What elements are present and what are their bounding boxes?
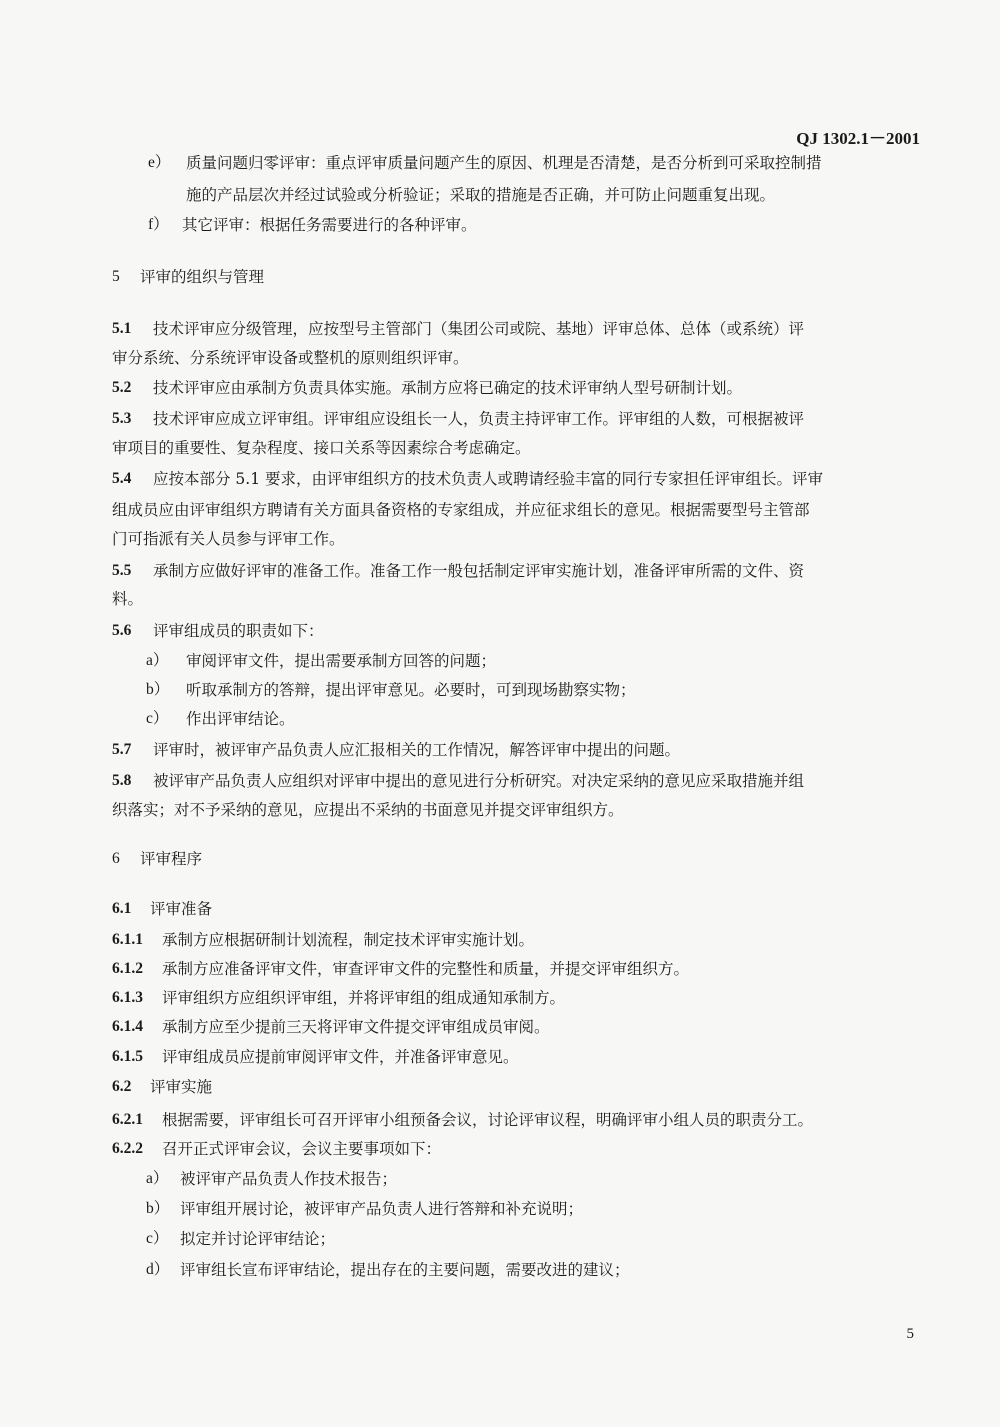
clause-number: 5.4 xyxy=(112,470,132,487)
item-text: 听取承制方的答辩，提出评审意见。必要时，可到现场勘察实物； xyxy=(186,681,636,699)
section-title: 评审的组织与管理 xyxy=(140,268,265,286)
clause-text: 料。 xyxy=(112,590,144,608)
clause-text: 组成员应由评审组织方聘请有关方面具备资格的专家组成，并应征求组长的意见。根据需要型号主管部 xyxy=(112,501,810,519)
item-marker: b） xyxy=(146,681,170,698)
clause-number: 6.1.5 xyxy=(112,1048,143,1065)
clause-text: 审分系统、分系统评审设备或整机的原则组织评审。 xyxy=(112,349,469,367)
clause-number: 5.1 xyxy=(112,320,132,337)
clause-number: 5.6 xyxy=(112,622,132,639)
item-marker: c） xyxy=(146,710,169,727)
page-number: 5 xyxy=(906,1326,914,1342)
subsection-title: 评审实施 xyxy=(150,1078,213,1096)
clause-number: 5.5 xyxy=(112,562,132,579)
clause-number: 5.7 xyxy=(112,741,132,758)
clause-text: 被评审产品负责人应组织对评审中提出的意见进行分析研究。对决定采纳的意见应采取措施并组 xyxy=(153,772,805,790)
document-code: QJ 1302.1－2001 xyxy=(796,129,920,148)
clause-text: 织落实；对不予采纳的意见，应提出不采纳的书面意见并提交评审组织方。 xyxy=(112,801,624,819)
item-text: 施的产品层次并经过试验或分析验证；采取的措施是否正确，并可防止问题重复出现。 xyxy=(186,186,776,204)
section-number: 5 xyxy=(112,268,120,285)
clause-number: 6.1.2 xyxy=(112,960,143,977)
item-marker: c） xyxy=(146,1230,169,1247)
clause-number: 6.1 xyxy=(112,900,132,917)
subsection-title: 评审准备 xyxy=(150,900,213,918)
clause-text: 承制方应做好评审的准备工作。准备工作一般包括制定评审实施计划，准备评审所需的文件、资 xyxy=(153,562,805,580)
clause-text: 技术评审应由承制方负责具体实施。承制方应将已确定的技术评审纳人型号研制计划。 xyxy=(153,379,743,397)
item-text: 审阅评审文件，提出需要承制方回答的问题； xyxy=(186,652,497,670)
item-text: 被评审产品负责人作技术报告； xyxy=(180,1170,398,1188)
section-number: 6 xyxy=(112,850,120,867)
clause-text: 根据需要，评审组长可召开评审小组预备会议，讨论评审议程，明确评审小组人员的职责分工。 xyxy=(162,1111,814,1129)
item-text: 评审组长宣布评审结论，提出存在的主要问题，需要改进的建议； xyxy=(180,1261,630,1279)
clause-text: 技术评审应成立评审组。评审组应设组长一人，负责主持评审工作。评审组的人数，可根据被评 xyxy=(153,410,805,428)
item-text: 评审组开展讨论，被评审产品负责人进行答辩和补充说明； xyxy=(180,1200,584,1218)
clause-text: 审项目的重要性、复杂程度、接口关系等因素综合考虑确定。 xyxy=(112,439,531,457)
clause-text: 承制方应至少提前三天将评审文件提交评审组成员审阅。 xyxy=(162,1018,550,1036)
clause-number: 6.1.1 xyxy=(112,931,143,948)
section-title: 评审程序 xyxy=(140,850,203,868)
clause-number: 5.3 xyxy=(112,410,132,427)
clause-text: 召开正式评审会议，会议主要事项如下： xyxy=(162,1140,442,1158)
item-marker: a） xyxy=(146,1170,169,1187)
clause-text: 门可指派有关人员参与评审工作。 xyxy=(112,530,345,548)
clause-number: 5.8 xyxy=(112,772,132,789)
item-marker: f） xyxy=(148,216,169,233)
clause-number: 6.1.4 xyxy=(112,1018,143,1035)
clause-text: 承制方应准备评审文件，审查评审文件的完整性和质量，并提交评审组织方。 xyxy=(162,960,690,978)
clause-text: 技术评审应分级管理，应按型号主管部门（集团公司或院、基地）评审总体、总体（或系统）评 xyxy=(153,320,805,338)
item-marker: b） xyxy=(146,1200,170,1217)
clause-number: 6.2.1 xyxy=(112,1111,143,1128)
item-marker: e） xyxy=(148,154,171,171)
clause-number: 5.2 xyxy=(112,379,132,396)
clause-text: 评审组成员应提前审阅评审文件，并准备评审意见。 xyxy=(162,1048,519,1066)
item-text: 其它评审：根据任务需要进行的各种评审。 xyxy=(182,216,477,234)
clause-number: 6.1.3 xyxy=(112,989,143,1006)
clause-text: 应按本部分 5.1 要求，由评审组织方的技术负责人或聘请经验丰富的同行专家担任评审组长。评审 xyxy=(153,470,824,488)
item-text: 作出评审结论。 xyxy=(186,710,295,728)
clause-text: 评审时，被评审产品负责人应汇报相关的工作情况，解答评审中提出的问题。 xyxy=(153,741,681,759)
item-text: 拟定并讨论评审结论； xyxy=(180,1230,336,1248)
clause-number: 6.2 xyxy=(112,1078,132,1095)
clause-text: 评审组织方应组织评审组，并将评审组的组成通知承制方。 xyxy=(162,989,566,1007)
clause-text: 评审组成员的职责如下： xyxy=(153,622,324,640)
clause-text: 承制方应根据研制计划流程，制定技术评审实施计划。 xyxy=(162,931,535,949)
item-text: 质量问题归零评审：重点评审质量问题产生的原因、机理是否清楚，是否分析到可采取控制措 xyxy=(186,154,822,172)
item-marker: a） xyxy=(146,652,169,669)
clause-number: 6.2.2 xyxy=(112,1140,143,1157)
item-marker: d） xyxy=(146,1261,170,1278)
